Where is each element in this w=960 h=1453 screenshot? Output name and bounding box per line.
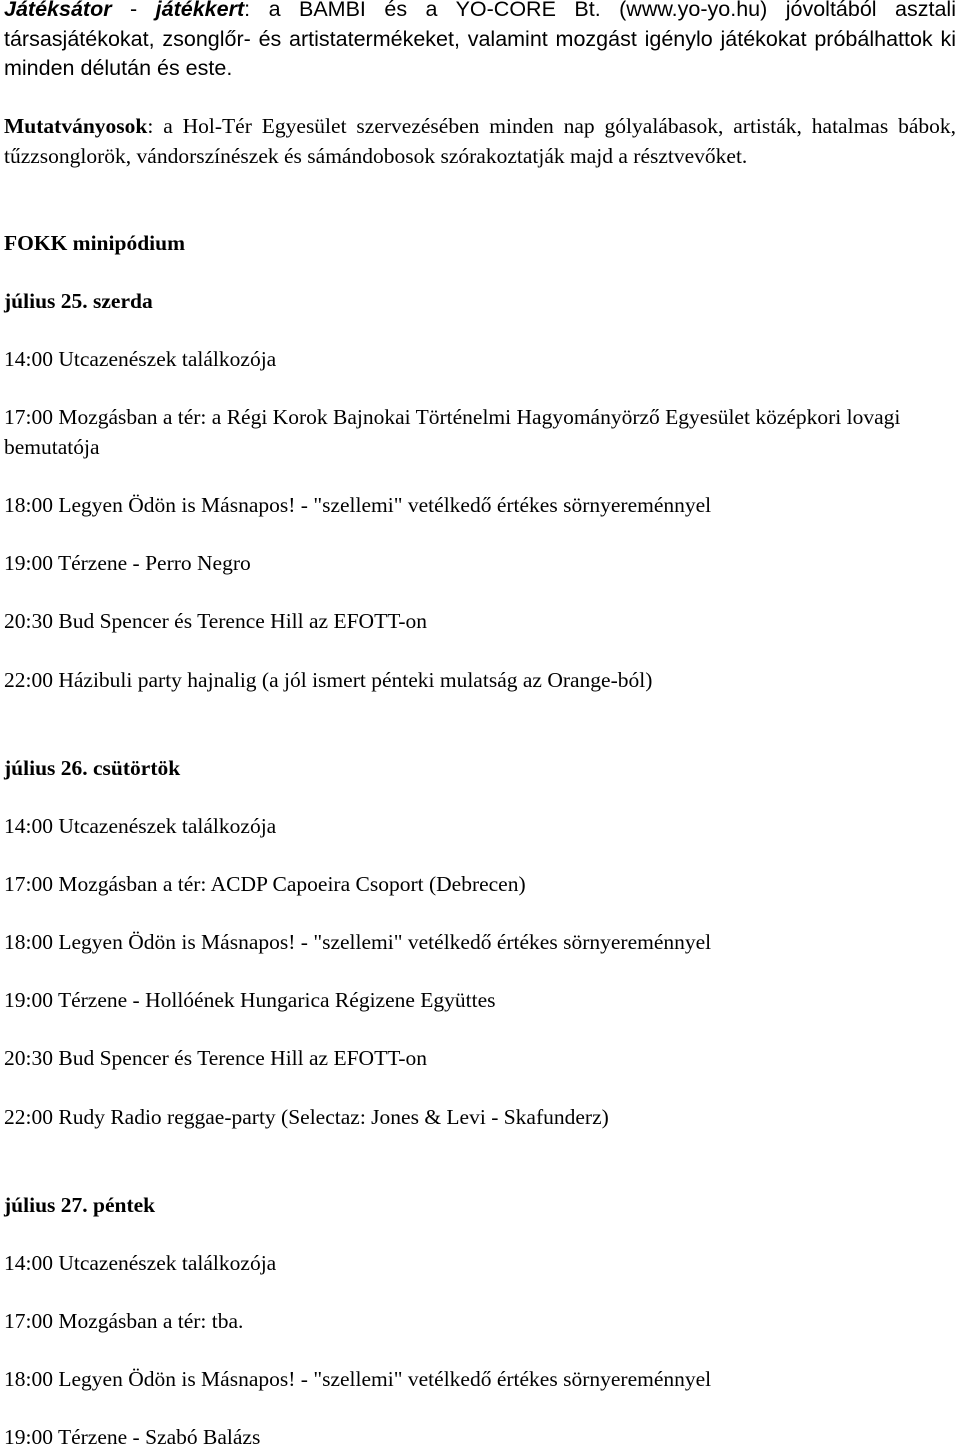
event-item: 17:00 Mozgásban a tér: tba. — [4, 1309, 244, 1333]
event-item: 20:30 Bud Spencer és Terence Hill az EFOTT-on — [4, 609, 428, 633]
event-item: 18:00 Legyen Ödön is Másnapos! - "szellemi" vetélkedő értékes sörnyereménnyel — [4, 493, 712, 517]
event-item: 18:00 Legyen Ödön is Másnapos! - "szellemi" vetélkedő értékes sörnyereménnyel — [4, 930, 712, 954]
intro-text-mutatvanyosok: : a Hol-Tér Egyesület szervezésében minden nap gólyalábasok, artisták, hatalmas bábok, tűzzsonglorök, vándorszínészek és sámándobosok szórakoztatják majd a résztvevőket. — [4, 114, 956, 168]
event-item: 18:00 Legyen Ödön is Másnapos! - "szellemi" vetélkedő értékes sörnyereménnyel — [4, 1367, 712, 1391]
event-item: 17:00 Mozgásban a tér: ACDP Capoeira Csoport (Debrecen) — [4, 872, 526, 896]
event-item: 17:00 Mozgásban a tér: a Régi Korok Bajnokai Történelmi Hagyományörző Egyesület középkori lovagi bemutatója — [4, 405, 901, 459]
event-item: 20:30 Bud Spencer és Terence Hill az EFOTT-on — [4, 1046, 428, 1070]
event-item: 14:00 Utcazenészek találkozója — [4, 347, 277, 371]
event-item: 22:00 Rudy Radio reggae-party (Selectaz: Jones & Levi - Skafunderz) — [4, 1105, 609, 1129]
day-title: július 26. csütörtök — [4, 756, 181, 780]
label-jateksator: Játéksátor — [4, 0, 112, 21]
day-title: július 25. szerda — [4, 289, 153, 313]
intro-paragraph-mutatvanyosok — [4, 112, 956, 171]
label-dash: - — [111, 0, 156, 21]
event-item: 14:00 Utcazenészek találkozója — [4, 1251, 277, 1275]
day-title: július 27. péntek — [4, 1193, 156, 1217]
event-item: 22:00 Házibuli party hajnalig (a jól ismert pénteki mulatság az Orange-ból) — [4, 668, 653, 692]
event-item: 19:00 Térzene - Hollóének Hungarica Régizene Együttes — [4, 988, 496, 1012]
label-jatekkert: játékkert — [155, 0, 245, 21]
event-item: 14:00 Utcazenészek találkozója — [4, 814, 277, 838]
label-mutatvanyosok: Mutatványosok — [4, 114, 148, 138]
label-colon: : — [244, 0, 251, 21]
event-item: 19:00 Térzene - Perro Negro — [4, 551, 251, 575]
intro-paragraph-jateksator — [4, 0, 956, 84]
event-item: 19:00 Térzene - Szabó Balázs — [4, 1425, 261, 1449]
section-title: FOKK minipódium — [4, 231, 185, 255]
intro-text-jateksator: a BAMBI és a YO-CORE Bt. (www.yo-yo.hu) jóvoltából asztali társasjátékokat, zsonglőr- és artistatermékeket, valamint mozgást igénylo játékokat próbálhattok ki minden délután és este. — [4, 0, 956, 80]
